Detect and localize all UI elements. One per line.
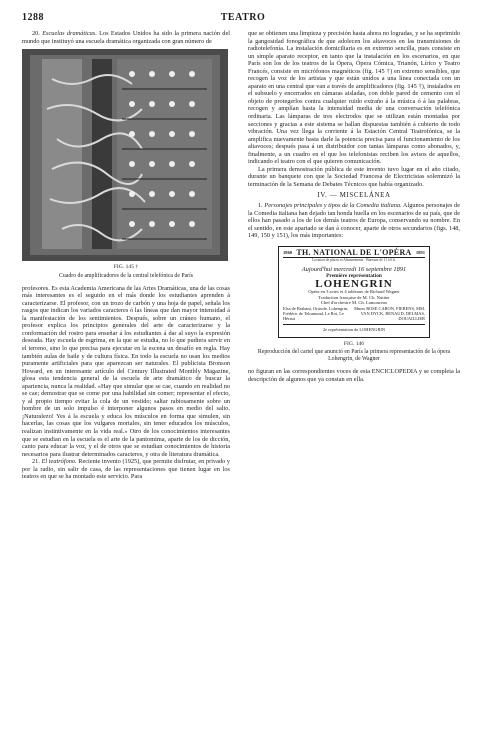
paragraph-title: Escuelas dramáticas. — [42, 30, 97, 37]
poster-cast-roles: Elsa de Brabant, Ortrude, Lohengrin, Frédéric de Telramund, Le Roi, Le Héraut — [283, 305, 349, 322]
figure-caption: Cuadro de amplificadores de la central telefónica de París — [59, 272, 193, 279]
poster-date: Aujourd'hui mercredi 16 septembre 1891 — [301, 265, 407, 273]
running-title: TEATRO — [220, 12, 266, 23]
poster-cast — [283, 306, 425, 322]
poster-footer: 2e représentation de LOHENGRIN — [283, 324, 425, 333]
paragraph-text: Los Estados Unidos ha sido la primera nación del mundo que instituyó una escuela dramática organizada con gran número de — [22, 30, 231, 45]
paragraph-personajes — [248, 202, 460, 240]
poster-subtitle: Opéra en 3 actes et 4 tableaux de Richard Wagner — [308, 289, 400, 295]
section-heading: IV. — MISCELÁNEA — [317, 191, 391, 200]
paragraph-number: 21. — [32, 458, 40, 466]
figure-label: FIG. 145 † — [113, 264, 139, 271]
figure-label: FIG. 146 — [343, 340, 365, 347]
paragraph-instalacion: que se obtienen una limpieza y precisión hasta ahora no logradas, y se ha suprimido la gangosidad fonográfica de que adolecen los altavoces en las transmisiones de radiotelefonía. La instalación domiciliaria es en extremo sencilla, pues consiste en un simple aparato receptor, en tanto que la instalación en los escenarios, en que París son los de los teatros de la Ópera, Ópera Cómica, Trianón, Lírico y Teatro Francés, consiste en micrófonos magnéticos (fig. 145 †) en extremo sensibles, que recogen la voz de los artistas y que están unidos a una línea conectada con un aparato en una central que van a través de amplificadores (fig. 145 †), instalados en el subsuelo y encerrados en cámaras aisladas, con doble pared de cemento con el objeto de protegerlos contra cualquier ruido extraño á la música ó á las palabras, recogen y amplían hasta la intensidad media de una conversación telefónica ordinaria. Las lámparas de tres electrodos que se utilizan están montadas por secciones y gracias a este sistema se hallan dispuestas también á cubierto de todo vibración. Una vez llega la corriente á la Estación Central Teatrofónica, se la amplifica nuevamente hasta darle la potencia precisa para el funcionamiento de los altavoces; después pasa á un distribuidor con tantas lámparas como abonados, y, finalmente, a un cuadro en el que los telefonistas reciben los avisos de aquellos, indicando el teatro con el que quieren comunicación. — [248, 30, 460, 166]
amplifier-photo — [22, 49, 228, 261]
poster-fine-print: Location de places et Abonnements · Bureaux de 11 à 6 h. — [312, 258, 396, 263]
left-column — [22, 30, 230, 481]
lohengrin-poster — [278, 246, 430, 338]
paragraph-demostracion: La primera demostración pública de este invento tuvo lugar en el año citado, durante un banquete con que la Sociedad Francesa de Electricistas solemnizó la terminación de la Semana de Debates Técnicos que había organizado. — [248, 165, 460, 188]
poster-title-bar — [283, 247, 425, 259]
poster-opera-title: LOHENGRIN — [315, 277, 393, 290]
right-column — [248, 30, 460, 384]
poster-theatre: TH. NATIONAL DE L'OPÉRA — [296, 247, 412, 257]
poster-year-left: 1860 — [283, 249, 293, 255]
poster-premiere: Première représentation — [326, 273, 382, 280]
paragraph-title: Personajes principales y tipos de la Comedia italiana. — [264, 202, 402, 210]
paragraph-title: El teatrófono. — [41, 458, 77, 466]
paragraph-number: 20. — [32, 30, 40, 37]
poster-conductor: Chef d'orchestre M. Ch. Lamoureux — [320, 300, 388, 306]
poster-cast-singers: Mmes ROSE CARON, FIERENS, MM. VAN DYCK, RENAUD, DELMAS, DOUAILLIER — [354, 305, 425, 322]
page-number: 1288 — [22, 12, 44, 23]
paragraph-text: Algunos personajes de la Comedia italiana han dejado tan honda huella en los escenarios de su país, que de ellos han pasado a los de los demás teatros de Europa, conservando su nombre. En el sentido, en este apartado se dan á conocer, aparte de otros secundarios (figs. 148, 149, 150 y 151), los más importantes: — [248, 202, 460, 240]
paragraph-teatrofono — [22, 458, 230, 481]
figure-caption: Reproducción del cartel que anunció en París la primera representación de la ópera Lohengrin, de Wagner — [257, 349, 451, 363]
page-header — [22, 12, 464, 28]
paragraph-text: Reciente invento (1925), que permite disfrutar, en privado y por la radio, sin salir de casa, de las representaciones que tienen lugar en los teatros en que se ha montado este servicio. Para — [22, 458, 231, 481]
paragraph-escuelas — [22, 30, 230, 45]
paragraph-number: 1. — [258, 202, 263, 210]
paragraph-enciclopedia: no figuran en las correspondientes voces de esta ENCICLOPEDIA y se completa la descripción de algunos que ya constan en ella. — [248, 368, 460, 383]
amplifier-panel-image — [22, 49, 228, 261]
poster-year-right: 1891 — [415, 249, 425, 255]
poster-translation: Traduction française de M. Ch. Nuitter — [318, 294, 390, 300]
paragraph-academia: profesores. Es esta Academia Americana de las Artes Dramáticas, una de las cosas más interesantes es el seguido en el más donde los estudiantes aprenden á caracterizarse. El profesor, con un trozo de carbón y una hoja de papel, señala los rasgos que indican los variados caracteres ó las líneas que dan mayor intensidad á la manifestación de los sentimientos. Después, sobre un cráneo humano, el profesor explica los principios generales del arte de caracterizarse y la conformación del rostro para enseñar á los estudiantes á dar al suyo la expresión deseada. Hay escuela de esgrima, en la que se estudia, no lo que pudiera servir en el terreno, sino lo que precisa para ejecutar en la escena un desafío en regla. Hay también aulas de baile y de cultura física. En todo la escuela no usan los medios puramente artificiales para que aparezcan ser naturales. El publicista Bronson Howard, en un interesante artículo del Century Illustrated Monthly Magazine, glosa esta tendencia general de la escuela de arte dramático de buscar la apariencia, nunca la realidad. «Hay que simular que se cae, cuando en realidad no se cae; demostrar que se come por una habilidad sin comer; representar el efecto, y al propio tiempo evitar la cola de un vestido; saltar rabiosamente sobre un hombre de un solo impulso é interponer algunos pasos en medio del salto. ¡Naturalezo! Yes á la escuela y educa los músculos en forma que simulen, sin hacerlas, las cosas que los vulgares mortales, sin tener educados los músculos, realizan instintivamente en la vida real.» Otro de los conocimientos interesantes que se estudian en la escuela es el arte de la pantomima, aparte de los de dicción, canto para educar la voz, y el de otros que se estudian conocimientos de historia necesarios para ilustrar determinados caracteres, y otra de literatura dramática. — [22, 284, 230, 458]
